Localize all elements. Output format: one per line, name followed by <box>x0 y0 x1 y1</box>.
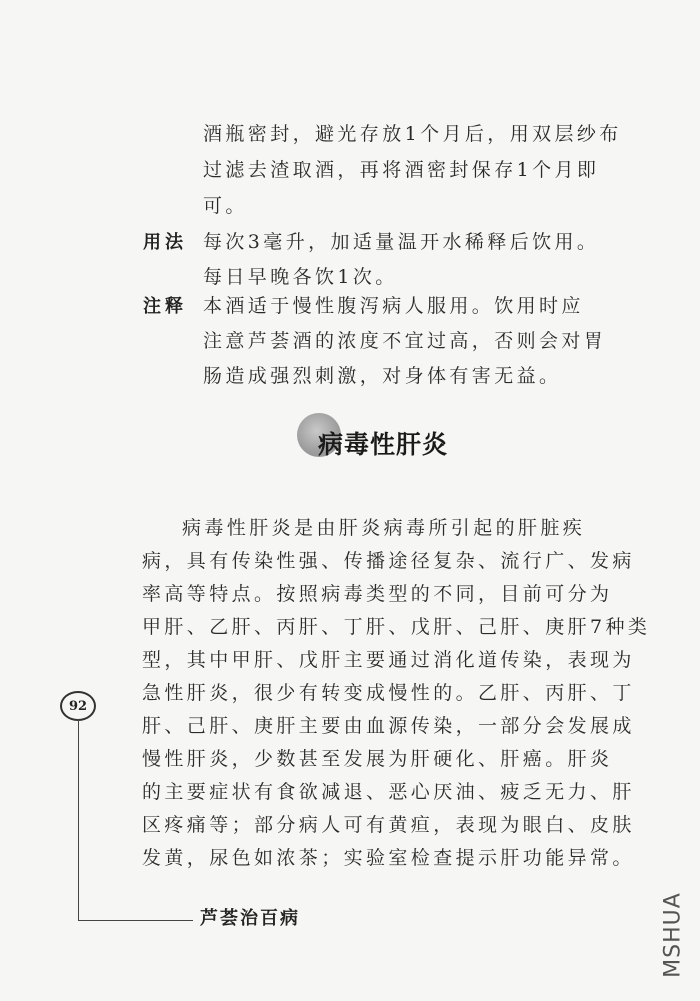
page-number: 92 <box>60 691 96 721</box>
text-line: 注意芦荟酒的浓度不宜过高，否则会对胃 <box>203 330 607 352</box>
text-line: 肠造成强烈刺激，对身体有害无益。 <box>203 365 562 387</box>
text-line: 过滤去渣取酒，再将酒密封保存1个月即 <box>203 159 600 181</box>
text-line: 率高等特点。按照病毒类型的不同，目前可分为 <box>142 583 613 605</box>
footer-book-title: 芦荟治百病 <box>200 908 300 929</box>
text-line: 每次3毫升，加适量温开水稀释后饮用。 <box>203 231 600 253</box>
text-line: 发黄，尿色如浓茶；实验室检查提示肝功能异常。 <box>142 847 635 869</box>
footer-vertical-rule <box>78 719 79 920</box>
text-line: 酒瓶密封，避光存放1个月后，用双层纱布 <box>203 123 622 145</box>
text-line: 的主要症状有食欲减退、恶心厌油、疲乏无力、肝 <box>142 781 635 803</box>
text-line: 慢性肝炎，少数甚至发展为肝硬化、肝癌。肝炎 <box>142 748 613 770</box>
text-line: 本酒适于慢性腹泻病人服用。饮用时应 <box>203 295 584 317</box>
text-line: 型，其中甲肝、戊肝主要通过消化道传染，表现为 <box>142 649 635 671</box>
text-line: 病，具有传染性强、传播途径复杂、流行广、发病 <box>142 550 635 572</box>
text-line: 每日早晚各饮1次。 <box>203 266 398 288</box>
text-line: 病毒性肝炎是由肝炎病毒所引起的肝脏疾 <box>182 517 586 539</box>
text-line: 肝、己肝、庚肝主要由血源传染，一部分会发展成 <box>142 715 635 737</box>
watermark <box>660 885 686 985</box>
text-line: 可。 <box>203 195 248 217</box>
text-line: 区疼痛等；部分病人可有黄疸，表现为眼白、皮肤 <box>142 814 635 836</box>
watermark-text: MSHUA <box>660 892 686 978</box>
footer-horizontal-rule <box>78 920 193 921</box>
section-heading: 病毒性肝炎 <box>318 430 449 459</box>
text-line: 急性肝炎，很少有转变成慢性的。乙肝、丙肝、丁 <box>142 682 635 704</box>
text-line: 甲肝、乙肝、丙肝、丁肝、戊肝、己肝、庚肝7种类 <box>142 616 651 638</box>
note-term: 注释 <box>143 296 187 317</box>
usage-term: 用法 <box>143 232 187 253</box>
